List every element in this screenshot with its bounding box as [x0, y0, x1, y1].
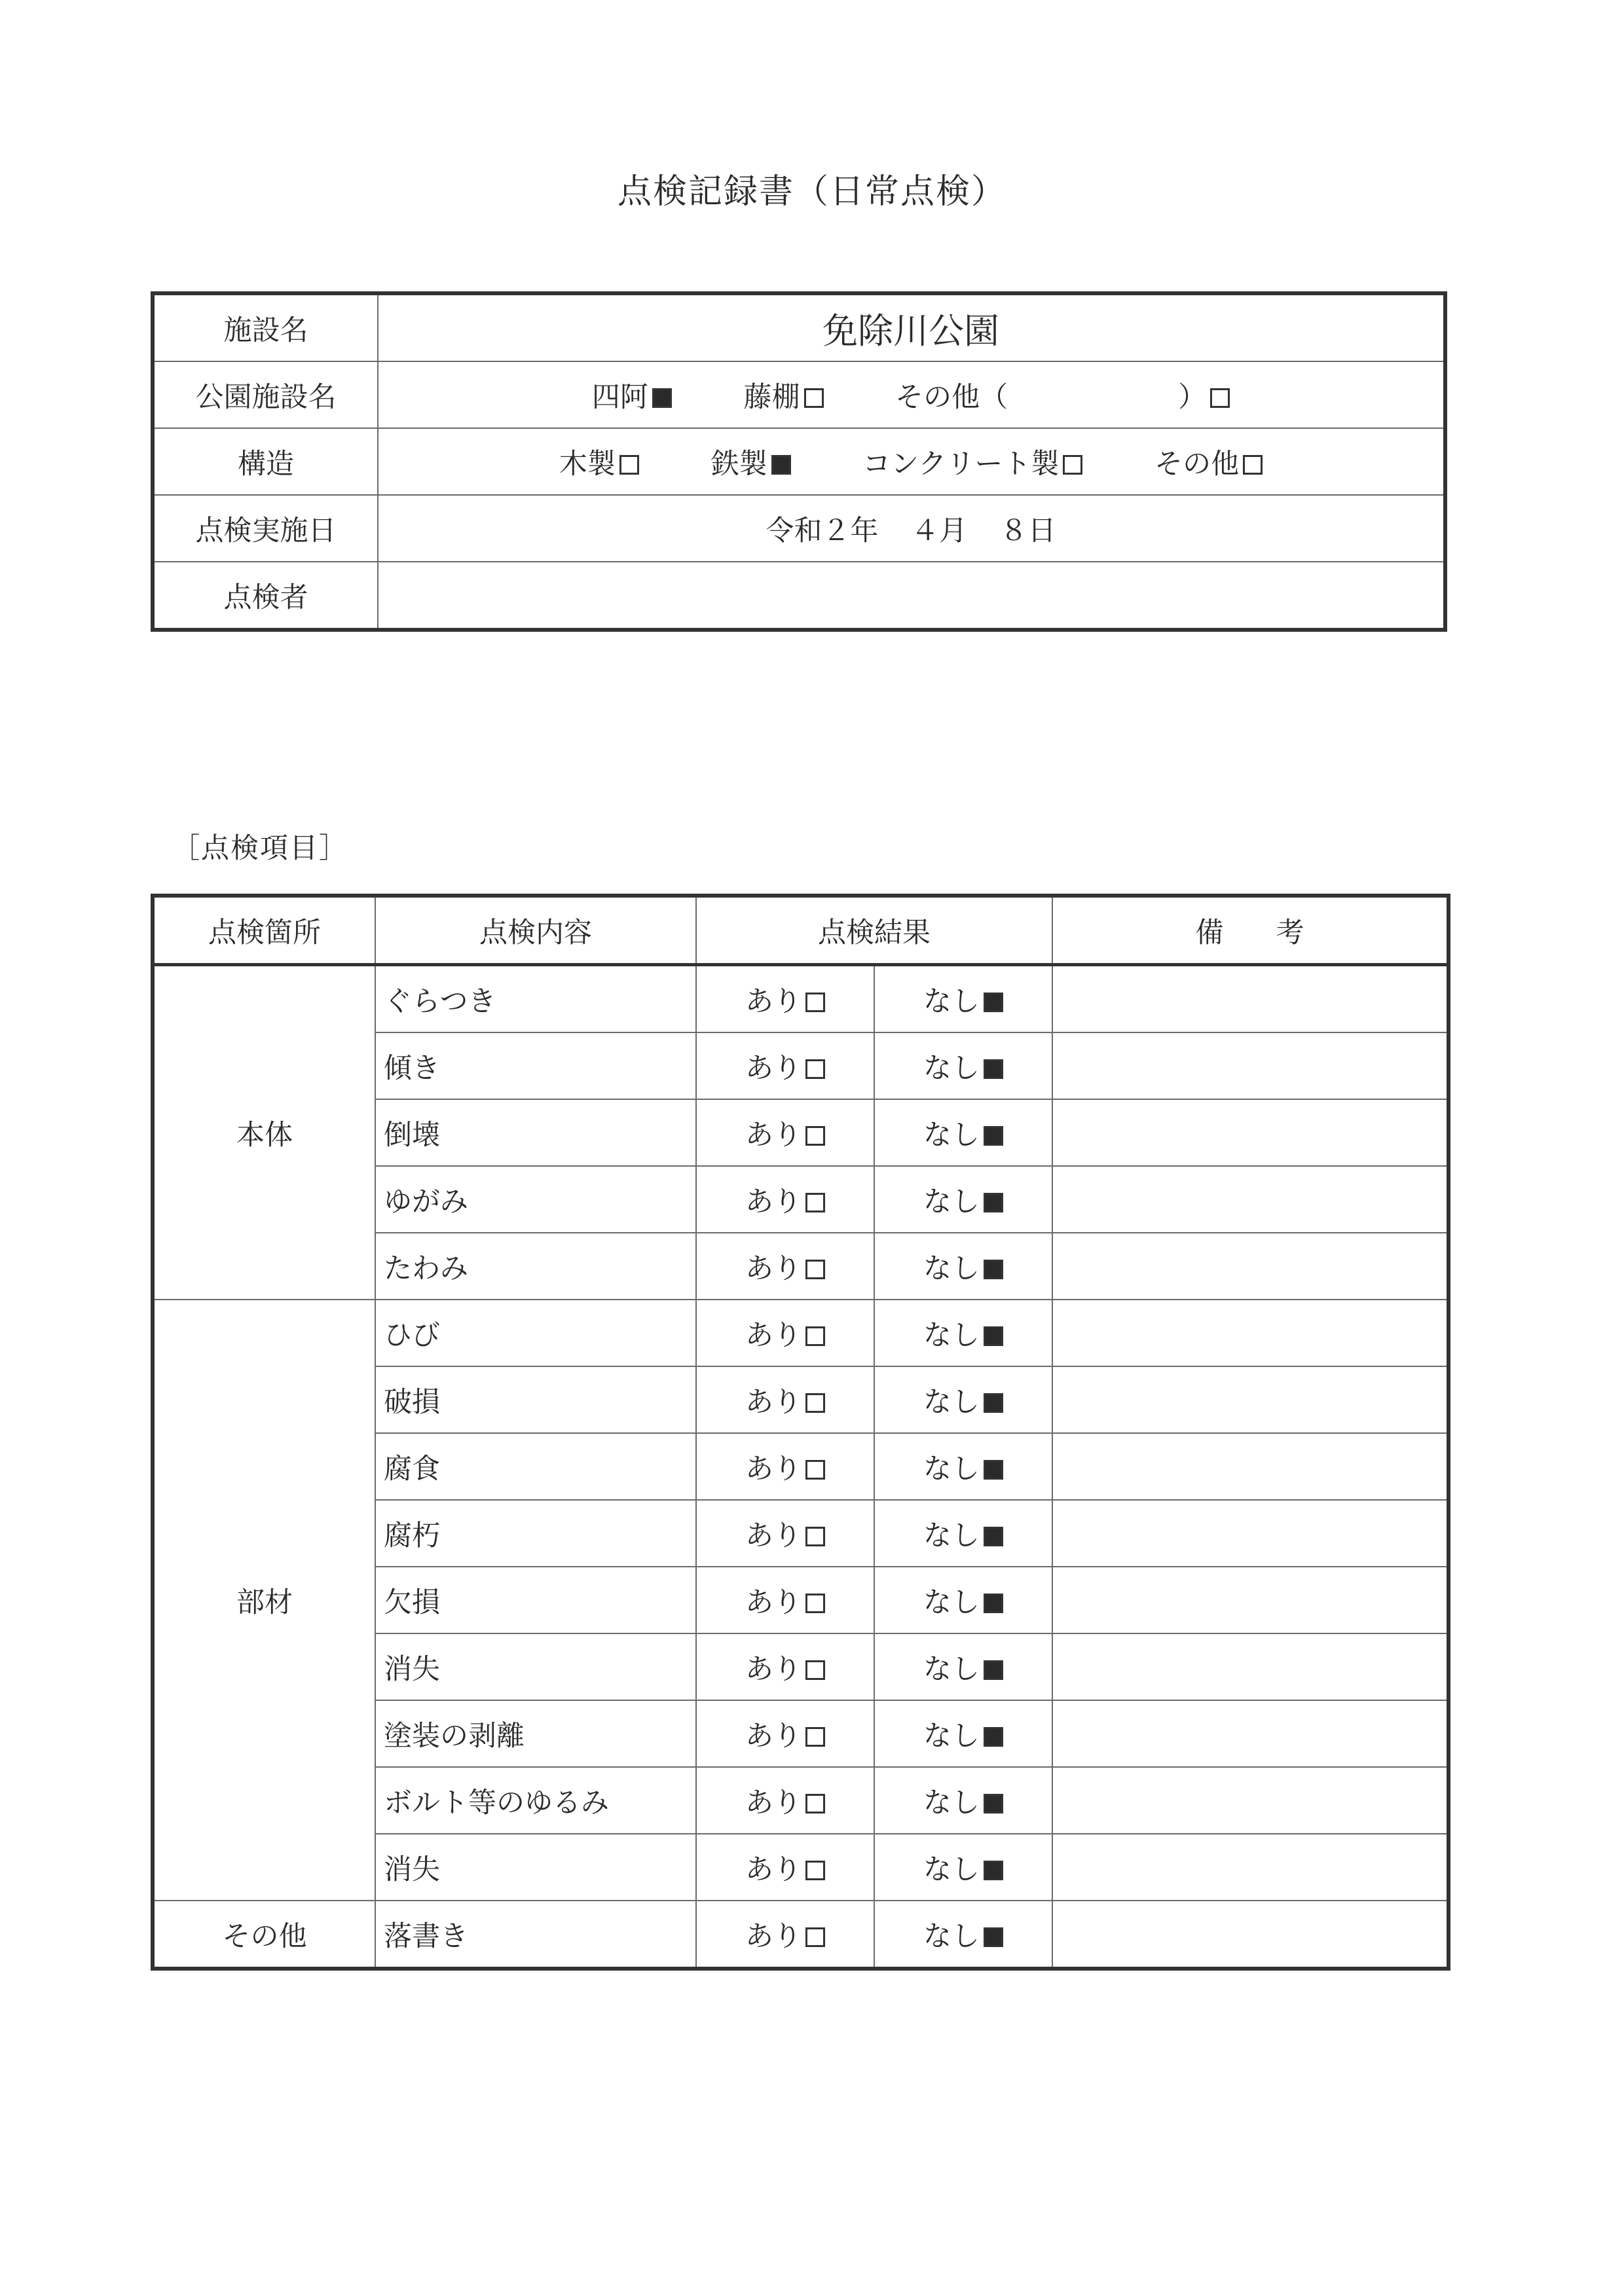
- checkbox[interactable]: [805, 1861, 825, 1880]
- checkbox[interactable]: [805, 1794, 825, 1813]
- option-concrete: コンクリート製: [862, 442, 1082, 482]
- result-no: なし: [874, 1767, 1052, 1834]
- remarks-cell[interactable]: [1052, 1834, 1449, 1901]
- checkbox[interactable]: [771, 455, 791, 475]
- checkbox[interactable]: [984, 1594, 1003, 1613]
- remarks-cell[interactable]: [1052, 1901, 1449, 1969]
- section-heading: ［点検項目］: [172, 832, 348, 865]
- checkbox[interactable]: [805, 1126, 825, 1146]
- checkbox[interactable]: [984, 993, 1003, 1012]
- checkbox[interactable]: [1243, 455, 1263, 475]
- checkbox[interactable]: [805, 1527, 825, 1546]
- checkbox[interactable]: [984, 1527, 1003, 1546]
- remarks-cell[interactable]: [1052, 1700, 1449, 1767]
- remarks-cell[interactable]: [1052, 1633, 1449, 1700]
- checkbox[interactable]: [984, 1326, 1003, 1346]
- park-facility-options: [378, 361, 1445, 428]
- inspection-items-table: [151, 894, 1450, 1971]
- result-no: なし: [874, 1366, 1052, 1433]
- inspection-location: その他: [153, 1901, 375, 1969]
- result-yes: あり: [696, 965, 874, 1033]
- option-fujidana: 藤棚: [744, 375, 824, 415]
- checkbox[interactable]: [984, 1660, 1003, 1680]
- option-wood: 木製: [559, 442, 639, 482]
- table-row: [153, 1901, 1449, 1969]
- structure-label: 構造: [153, 428, 378, 495]
- inspection-content: 消失: [375, 1633, 696, 1700]
- checkbox[interactable]: [984, 1460, 1003, 1480]
- result-yes: あり: [696, 1500, 874, 1567]
- result-no: なし: [874, 1166, 1052, 1233]
- remarks-cell[interactable]: [1052, 1300, 1449, 1366]
- result-no: なし: [874, 1700, 1052, 1767]
- result-no: なし: [874, 1901, 1052, 1969]
- header-content: 点検内容: [375, 896, 696, 965]
- result-no: なし: [874, 1300, 1052, 1366]
- result-yes: あり: [696, 1767, 874, 1834]
- inspection-date-row: [153, 495, 1445, 562]
- remarks-cell[interactable]: [1052, 1433, 1449, 1500]
- result-no: なし: [874, 1834, 1052, 1901]
- date-month: ４月: [911, 514, 967, 547]
- result-no: なし: [874, 1233, 1052, 1300]
- table-row: [153, 965, 1449, 1033]
- result-yes: あり: [696, 1633, 874, 1700]
- result-yes: あり: [696, 1099, 874, 1166]
- facility-name-row: [153, 293, 1445, 361]
- option-azumaya: 四阿: [592, 375, 672, 415]
- result-yes: あり: [696, 1166, 874, 1233]
- checkbox[interactable]: [984, 1126, 1003, 1146]
- checkbox[interactable]: [652, 388, 672, 408]
- inspection-content: 倒壊: [375, 1099, 696, 1166]
- inspection-location: 部材: [153, 1300, 375, 1901]
- table-header-row: [153, 896, 1449, 965]
- option-steel: 鉄製: [711, 442, 791, 482]
- inspection-content: 傾き: [375, 1032, 696, 1099]
- result-yes: あり: [696, 1366, 874, 1433]
- checkbox[interactable]: [805, 1260, 825, 1279]
- checkbox[interactable]: [805, 1927, 825, 1947]
- checkbox[interactable]: [984, 1393, 1003, 1413]
- inspection-content: 消失: [375, 1834, 696, 1901]
- checkbox[interactable]: [805, 993, 825, 1012]
- checkbox[interactable]: [805, 1393, 825, 1413]
- result-yes: あり: [696, 1700, 874, 1767]
- checkbox[interactable]: [805, 1660, 825, 1680]
- remarks-cell[interactable]: [1052, 1166, 1449, 1233]
- inspection-content: たわみ: [375, 1233, 696, 1300]
- checkbox[interactable]: [805, 1326, 825, 1346]
- facility-name-label: 施設名: [153, 293, 378, 361]
- park-facility-row: [153, 361, 1445, 428]
- structure-row: [153, 428, 1445, 495]
- remarks-cell[interactable]: [1052, 1366, 1449, 1433]
- result-yes: あり: [696, 1834, 874, 1901]
- inspection-content: 落書き: [375, 1901, 696, 1969]
- inspection-content: ひび: [375, 1300, 696, 1366]
- checkbox[interactable]: [805, 1193, 825, 1212]
- checkbox[interactable]: [805, 1594, 825, 1613]
- result-no: なし: [874, 1567, 1052, 1633]
- remarks-cell[interactable]: [1052, 1500, 1449, 1567]
- checkbox[interactable]: [984, 1727, 1003, 1747]
- remarks-cell[interactable]: [1052, 1099, 1449, 1166]
- result-no: なし: [874, 1633, 1052, 1700]
- inspection-content: 欠損: [375, 1567, 696, 1633]
- inspector-label: 点検者: [153, 562, 378, 630]
- remarks-cell[interactable]: [1052, 965, 1449, 1033]
- option-other-facility: その他（ ）: [895, 375, 1230, 415]
- inspector-field[interactable]: [378, 562, 1445, 630]
- table-row: [153, 1300, 1449, 1366]
- result-no: なし: [874, 1032, 1052, 1099]
- inspection-date-label: 点検実施日: [153, 495, 378, 562]
- facility-name-value: 免除川公園: [378, 293, 1445, 361]
- checkbox[interactable]: [984, 1193, 1003, 1212]
- inspection-content: ボルト等のゆるみ: [375, 1767, 696, 1834]
- checkbox[interactable]: [984, 1861, 1003, 1880]
- result-yes: あり: [696, 1300, 874, 1366]
- checkbox[interactable]: [619, 455, 639, 475]
- date-day: ８日: [999, 514, 1056, 547]
- inspection-content: ゆがみ: [375, 1166, 696, 1233]
- park-facility-label: 公園施設名: [153, 361, 378, 428]
- structure-options: [378, 428, 1445, 495]
- checkbox[interactable]: [805, 1059, 825, 1079]
- header-remarks: 備 考: [1052, 896, 1449, 965]
- result-no: なし: [874, 1099, 1052, 1166]
- inspection-content: 腐食: [375, 1433, 696, 1500]
- inspection-date-value: [378, 495, 1445, 562]
- result-no: なし: [874, 965, 1052, 1033]
- document-title: 点検記録書（日常点検）: [617, 172, 1006, 211]
- result-no: なし: [874, 1500, 1052, 1567]
- date-year: 令和２年: [766, 514, 879, 547]
- inspection-location: 本体: [153, 965, 375, 1300]
- header-location: 点検箇所: [153, 896, 375, 965]
- facility-info-table: [151, 291, 1447, 632]
- inspector-row: [153, 562, 1445, 630]
- inspection-content: 破損: [375, 1366, 696, 1433]
- inspection-content: 腐朽: [375, 1500, 696, 1567]
- checkbox[interactable]: [805, 1460, 825, 1480]
- inspection-content: ぐらつき: [375, 965, 696, 1033]
- checkbox[interactable]: [1210, 388, 1230, 408]
- result-yes: あり: [696, 1901, 874, 1969]
- result-yes: あり: [696, 1233, 874, 1300]
- remarks-cell[interactable]: [1052, 1032, 1449, 1099]
- result-yes: あり: [696, 1032, 874, 1099]
- checkbox[interactable]: [804, 388, 824, 408]
- checkbox[interactable]: [805, 1727, 825, 1747]
- remarks-cell[interactable]: [1052, 1233, 1449, 1300]
- checkbox[interactable]: [984, 1260, 1003, 1279]
- inspection-content: 塗装の剥離: [375, 1700, 696, 1767]
- option-other-structure: その他: [1154, 442, 1263, 482]
- result-yes: あり: [696, 1567, 874, 1633]
- result-no: なし: [874, 1433, 1052, 1500]
- checkbox[interactable]: [1063, 455, 1082, 475]
- remarks-cell[interactable]: [1052, 1567, 1449, 1633]
- checkbox[interactable]: [984, 1794, 1003, 1813]
- header-result: 点検結果: [696, 896, 1052, 965]
- checkbox[interactable]: [984, 1059, 1003, 1079]
- checkbox[interactable]: [984, 1927, 1003, 1947]
- remarks-cell[interactable]: [1052, 1767, 1449, 1834]
- result-yes: あり: [696, 1433, 874, 1500]
